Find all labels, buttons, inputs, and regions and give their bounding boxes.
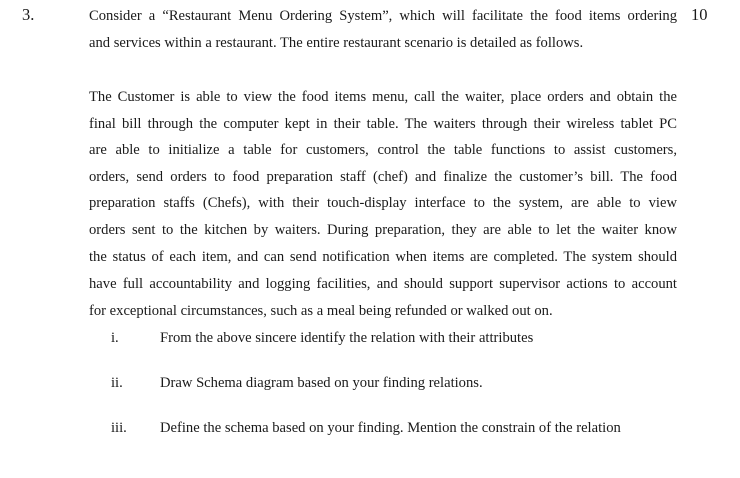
subquestion-numeral: ii. xyxy=(111,375,123,391)
subquestion-numeral: iii. xyxy=(111,420,127,436)
scenario-line: are able to initialize a table for customers, control the table functions to assist customers, xyxy=(89,142,677,158)
scenario-line: orders sent to the kitchen by waiters. During preparation, they are able to let the waiter know xyxy=(89,222,677,238)
scenario-line: preparation staffs (Chefs), with their touch-display interface to the system, are able to view xyxy=(89,195,677,211)
intro-line: Consider a “Restaurant Menu Ordering System”, which will facilitate the food items ordering xyxy=(89,8,677,24)
subquestion-numeral: i. xyxy=(111,330,119,346)
scenario-line: for exceptional circumstances, such as a meal being refunded or walked out on. xyxy=(89,303,553,319)
question-number: 3. xyxy=(22,5,35,24)
scenario-line: final bill through the computer kept in their table. The waiters through their wireless tablet PC xyxy=(89,116,677,132)
scenario-line: The Customer is able to view the food items menu, call the waiter, place orders and obtain the xyxy=(89,89,677,105)
subquestion-text: Draw Schema diagram based on your finding relations. xyxy=(160,375,483,391)
scenario-line: orders, send orders to food preparation staff (chef) and finalize the customer’s bill. The food xyxy=(89,169,677,185)
question-marks: 10 xyxy=(691,5,708,24)
subquestion-text: From the above sincere identify the relation with their attributes xyxy=(160,330,534,346)
scenario-line: the status of each item, and can send notification when items are completed. The system should xyxy=(89,249,677,265)
intro-line: and services within a restaurant. The entire restaurant scenario is detailed as follows. xyxy=(89,35,584,51)
subquestion-text: Define the schema based on your finding. Mention the constrain of the relation xyxy=(160,420,621,436)
scenario-line: have full accountability and logging facilities, and should support supervisor actions to account xyxy=(89,276,677,292)
